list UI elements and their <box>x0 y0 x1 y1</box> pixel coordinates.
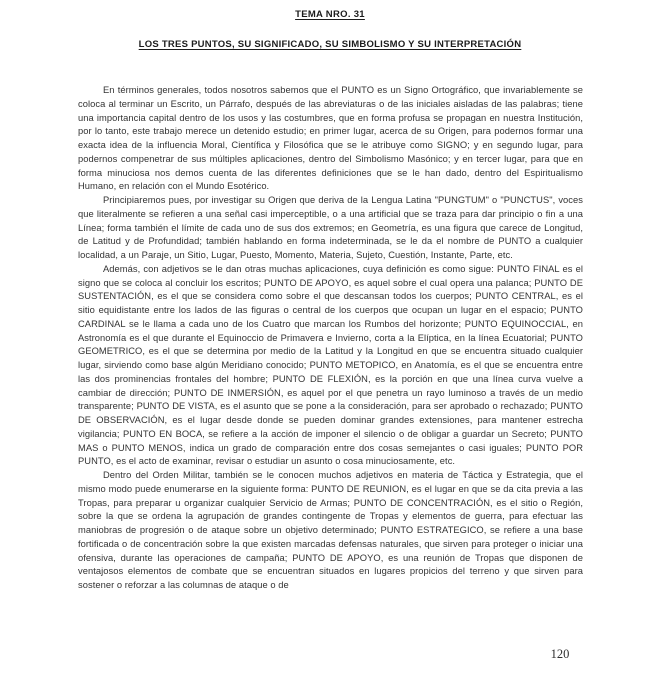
paragraph-adjective-definitions: Además, con adjetivos se le dan otras muchas aplicaciones, cuya definición es como sigue: PUNTO FINAL es el signo que se coloca al concluir los escritos; PUNTO DE APOYO, es aquel sobre el cual opera una palanca; PUNTO DE SUSTENTACIÓN, es el que se considera como sobre el que descansan todos los cuerpos; PUNTO CENTRAL, es el sitio equidistante entre los lados de las figuras o central de los cuerpos que ocupan un lugar en el espacio; PUNTO CARDINAL se le llama a cada uno de los Cuatro que marcan los Rumbos del horizonte; PUNTO EQUINOCCIAL, en Astronomía es el que durante el Equinoccio de Primavera e Invierno, corta a la Elíptica, en la línea Ecuatorial; PUNTO GEOMETRICO, es el que se determina por medio de la Latitud y la Longitud en que se encuentra situado cualquier lugar, sirviendo como base algún Meridiano conocido; PUNTO METOPICO, en Anatomía, es el que se encuentra entre las dos prominencias frontales del hombre; PUNTO DE FLEXIÓN, es la porción en que una línea curva vuelve a cambiar de dirección; PUNTO DE INMERSIÓN, es aquel por el que penetra un rayo luminoso a través de un medio transparente; PUNTO DE VISTA, es el asunto que se pone a la consideración, para ser aprobado o rechazado; PUNTO DE OBSERVACIÓN, es el lugar desde donde se pueden dominar grandes extensiones, para mantener estrecha vigilancia; PUNTO EN BOCA, se refiere a la acción de imponer el silencio o de obligar a guardar un Secreto; PUNTO MAS o PUNTO MENOS, indica un grado de comparación entre dos cosas semejantes o casi iguales; PUNTO POR PUNTO, es el acto de examinar, revisar o estudiar un asunto o cosa minuciosamente, etc. <box>78 263 583 467</box>
page-title: TEMA NRO. 31 <box>295 9 365 20</box>
paragraph-general-terms: En términos generales, todos nosotros sabemos que el PUNTO es un Signo Ortográfico, que invariablemente se coloca al terminar un Escrito, un Párrafo, después de las abreviaturas o de las iniciales aisladas de las palabras; tiene una importancia capital dentro de los usos y las costumbres, que en forma profusa se propagan en nuestra Institución, por lo tanto, este trabajo merece un detenido estudio; en primer lugar, acerca de su Origen, para podernos formar una exacta idea de la influencia Moral, Científica y Filosófica que se le atribuye como SIGNO; y en segundo lugar, para podernos compenetrar de sus múltiples aplicaciones, dentro del Simbolismo Masónico; y en tercer lugar, para que en forma minuciosa nos demos cuenta de las diferentes definiciones que se le han dado, dentro del Espiritualismo Humano, en relación con el Mundo Esotérico. <box>78 85 583 192</box>
paragraph-origin-latin: Principiaremos pues, por investigar su Origen que deriva de la Lengua Latina "PUNGTUM" o "PUNCTUS", voces que literalmente se refieren a una señal casi imperceptible, o a una artificial que se traza para dar principio o fin a una Línea; forma también el límite de cada uno de sus dos extremos; en Geometría, es una figura que carece de Longitud, de Latitud y de Profundidad; también hablando en forma indeterminada, se le da el nombre de PUNTO a cualquier localidad, a un Paraje, un Sitio, Lugar, Puesto, Momento, Materia, Sujeto, Cuestión, Instante, Parte, etc. <box>78 195 583 260</box>
page-number: 120 <box>550 647 570 661</box>
paragraph-military-order: Dentro del Orden Militar, también se le conocen muchos adjetivos en materia de Táctica y Estrategia, que el mismo modo puede enumerarse en la siguiente forma: PUNTO DE REUNION, es el lugar en que se da cita previa a las Tropas, para preparar u organizar cualquier Servicio de Armas; PUNTO DE CONCENTRACIÓN, es el sitio o Región, sobre la que se ordena la agrupación de grandes contingente de Tropas y elementos de guerra, para efectuar las maniobras de progresión o de ataque sobre un objetivo determinado; PUNTO ESTRATEGICO, se refiere a una base fortificada o de concentración sobre la que existen marcadas defensas naturales, que sirven para proteger o iniciar una ofensiva, durante las operaciones de campaña; PUNTO DE APOYO, es una reunión de Tropas que disponen de ventajosos elementos de combate que se encuentran situados en lugares propicios del terreno y que sirven para sostener o reforzar a las columnas de ataque o de <box>78 470 583 590</box>
page-subtitle: LOS TRES PUNTOS, SU SIGNIFICADO, SU SIMBOLISMO Y SU INTERPRETACIÓN <box>138 39 522 50</box>
document-body <box>78 84 583 593</box>
